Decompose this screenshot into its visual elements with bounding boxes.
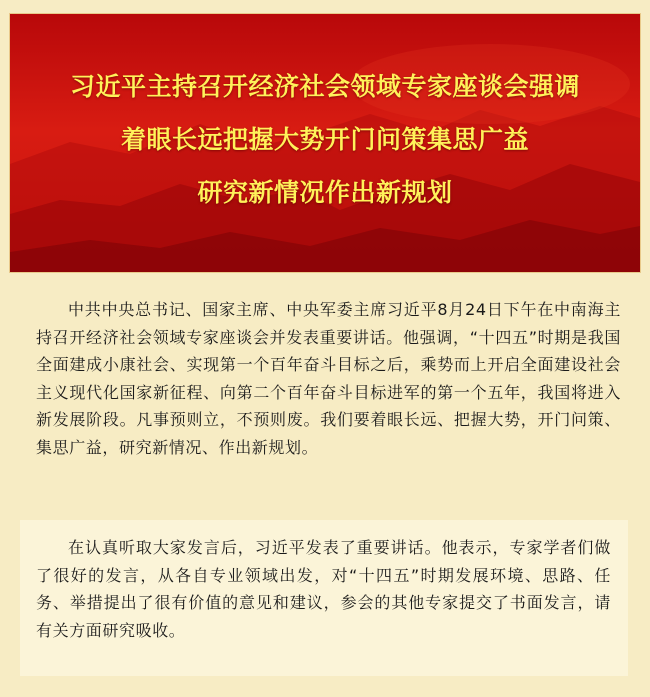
headline-line-1: 习近平主持召开经济社会领域专家座谈会强调: [69, 72, 580, 101]
article-paragraph-2: 在认真听取大家发言后，习近平发表了重要讲话。他表示，专家学者们做了很好的发言，从各自专业领域出发，对“十四五”时期发展环境、思路、任务、举措提出了很有价值的意见和建议，参会的其他专家提交了书面发言，请有关方面研究吸收。: [36, 538, 611, 640]
headline: [10, 74, 640, 233]
title-banner: [10, 14, 640, 272]
headline-line-3: 研究新情况作出新规划: [197, 178, 453, 207]
article-paragraph-1: 中共中央总书记、国家主席、中央军委主席习近平8月24日下午在中南海主持召开经济社会领域专家座谈会并发表重要讲话。他强调，“十四五”时期是我国全面建成小康社会、实现第一个百年奋斗目标之后，乘势而上开启全面建设社会主义现代化国家新征程、向第二个百年奋斗目标进军的第一个五年，我国将进入新发展阶段。凡事预则立，不预则废。我们要着眼长远、把握大势，开门问策、集思广益，研究新情况、作出新规划。: [36, 300, 621, 457]
headline-line-2: 着眼长远把握大势开门问策集思广益: [120, 125, 529, 154]
